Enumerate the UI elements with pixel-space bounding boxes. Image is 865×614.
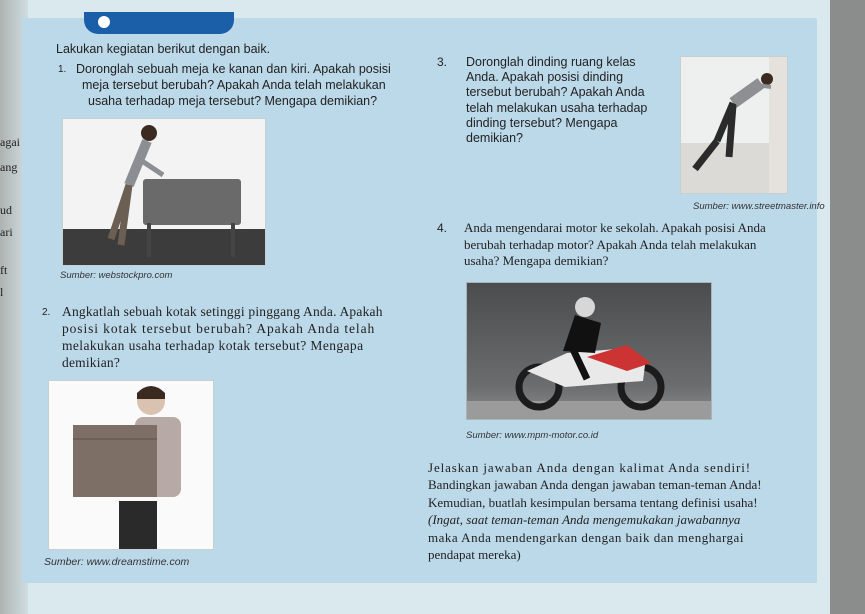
q3-number: 3. [437, 55, 448, 69]
edge-text-fragment: ang [0, 160, 18, 174]
q2-number: 2. [42, 307, 51, 318]
q4-line: berubah terhadap motor? Apakah Anda telah melakukan [464, 236, 757, 252]
q3-line: Doronglah dinding ruang kelas [466, 55, 636, 69]
closing-line: maka Anda mendengarkan dengan baik dan menghargai [428, 529, 744, 545]
q3-line: dinding tersebut? Mengapa [466, 115, 618, 130]
q1-number: 1. [58, 64, 67, 75]
intro-text: Lakukan kegiatan berikut dengan baik. [56, 42, 271, 56]
closing-line: Bandingkan jawaban Anda dengan jawaban teman-teman Anda! [428, 477, 762, 493]
q4-number: 4. [437, 221, 448, 235]
q1-source: Sumber: webstockpro.com [60, 270, 173, 281]
q2-line: demikian? [62, 355, 121, 370]
q4-line: Anda mengendarai motor ke sekolah. Apakah posisi Anda [464, 220, 766, 235]
edge-text-fragment: agai [0, 135, 20, 149]
closing-line: Kemudian, buatlah kesimpulan bersama tentang definisi usaha! [428, 494, 758, 510]
closing-line: pendapat mereka) [428, 547, 521, 563]
person-pushing-table-icon [63, 119, 265, 265]
q4-source: Sumber: www.mpm-motor.co.id [466, 430, 599, 441]
closing-line: (Ingat, saat teman-teman Anda mengemukakan jawabannya [428, 512, 741, 528]
q3-text [466, 55, 647, 146]
q3-line: demikian? [466, 131, 523, 146]
q1-photo [62, 118, 266, 266]
edge-text-fragment: l [0, 285, 4, 299]
q4-line: usaha? Mengapa demikian? [464, 253, 609, 268]
q2-line: melakukan usaha terhadap kotak tersebut? Mengapa [62, 338, 364, 353]
q3-line: tersebut berubah? Apakah Anda [466, 85, 645, 100]
q2-line: posisi kotak tersebut berubah? Apakah Anda telah [62, 321, 376, 336]
person-holding-box-icon [49, 381, 213, 549]
q3-line: Anda. Apakah posisi dinding [466, 70, 624, 85]
q2-source: Sumber: www.dreamstime.com [44, 556, 190, 568]
closing-instructions [428, 459, 762, 563]
q4-photo [466, 282, 712, 420]
person-pushing-wall-icon [681, 57, 787, 193]
edge-text-fragment: ft [0, 263, 8, 277]
q3-source: Sumber: www.streetmaster.info [693, 201, 825, 212]
q4-text [464, 220, 766, 270]
q1-line: meja tersebut berubah? Apakah Anda telah melakukan [82, 78, 386, 92]
q1-text [76, 61, 391, 109]
edge-text-fragment: ari [0, 225, 13, 239]
q2-text [62, 303, 383, 371]
q3-line: telah melakukan usaha terhadap [466, 100, 648, 115]
badge-icon [98, 16, 110, 28]
q1-line: Doronglah sebuah meja ke kanan dan kiri. Apakah posisi [76, 62, 391, 76]
motorcycle-rider-icon [467, 283, 711, 419]
q1-line: usaha terhadap meja tersebut? Mengapa demikian? [88, 94, 378, 108]
q2-photo [48, 380, 214, 550]
closing-line: Jelaskan jawaban Anda dengan kalimat Anda sendiri! [428, 460, 751, 475]
q3-photo [680, 56, 788, 194]
edge-text-fragment: ud [0, 203, 12, 217]
q2-line: Angkatlah sebuah kotak setinggi pinggang Anda. Apakah [62, 304, 383, 319]
